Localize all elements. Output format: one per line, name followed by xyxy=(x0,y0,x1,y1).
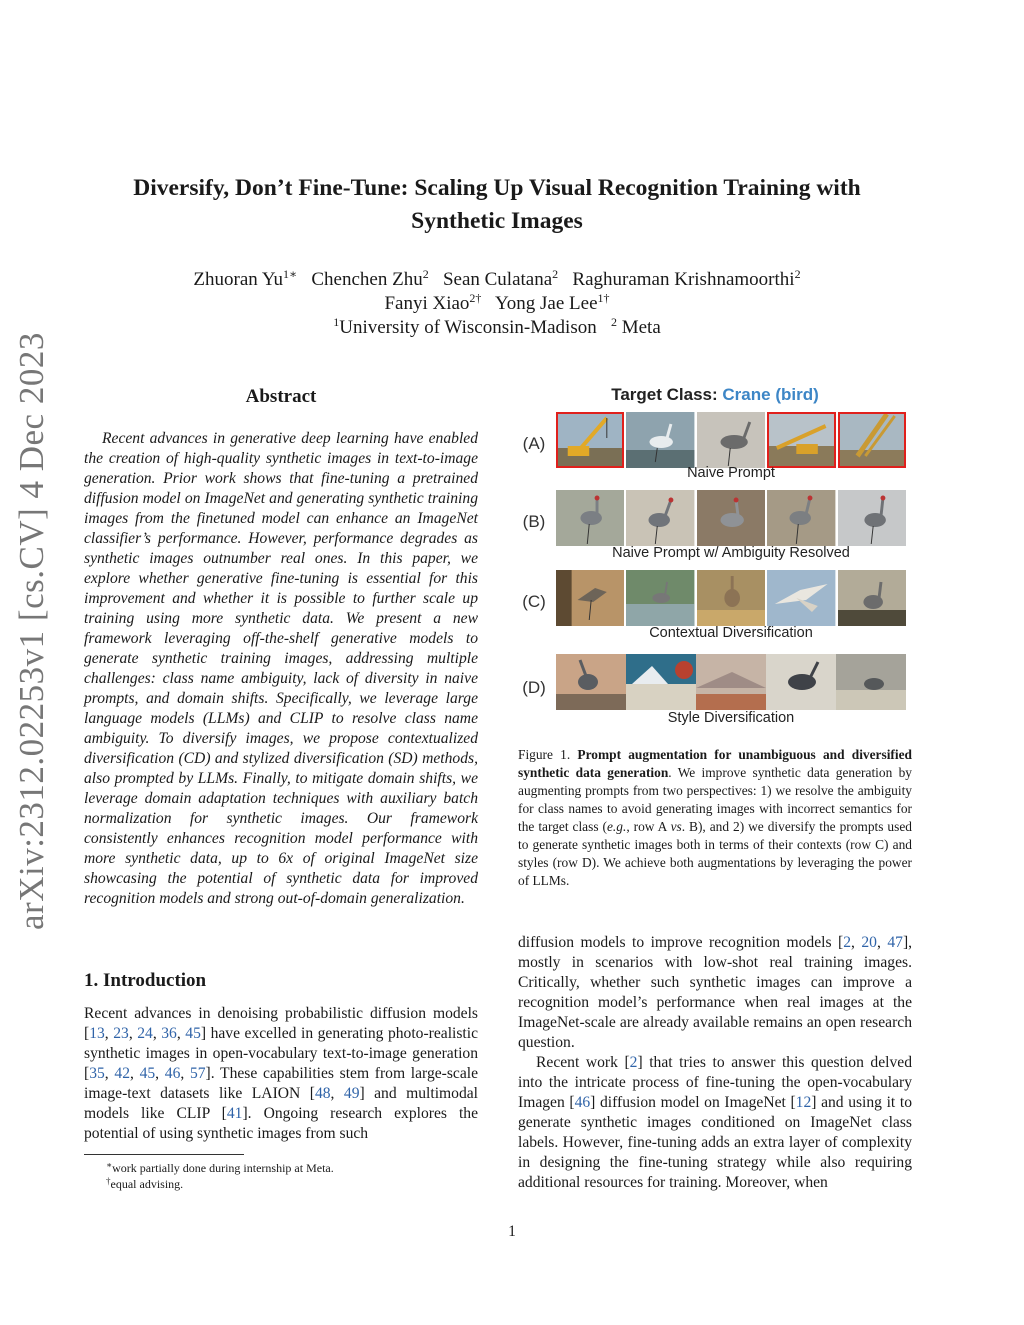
row-c-images xyxy=(556,570,906,626)
abstract-text: Recent advances in generative deep learning have enabled the creation of high-quality synthetic images in text-to-image generation. Prior work shows that fine-tuning a pretrained diffusion model on ImageNet and generating synthetic training images from the finetuned model can enhance an ImageNet classifier’s performance. However, performance degrades as synthetic images outnumber real ones. In this paper, we explore whether generative fine-tuning is essential for this improvement and whether it is possible to further scale up training using more synthetic data. We present a new framework leveraging off-the-shelf generative models to generate synthetic training images, addressing multiple challenges: class name ambiguity, lack of diversity in naive prompts, and domain shifts. Specifically, we leverage large language models (LLMs) and CLIP to resolve class name ambiguity. To diversify images, we propose contextualized diversification (CD) and stylized diversification (SD) methods, also prompted by LLMs. Finally, to mitigate domain shifts, we leverage domain adaptation techniques with auxiliary batch normalization for synthetic images. Our framework consistently enhances recognition model performance with more synthetic data, up to 6x of original ImageNet size showcasing the potential of synthetic data for improved recognition models and strong out-of-domain generalization. xyxy=(84,430,478,907)
author-block xyxy=(100,268,894,340)
abstract-heading: Abstract xyxy=(245,386,317,407)
paragraph: Recent work [2] that tries to answer this question delved into the intricate process of fine-tuning the open-vocabulary Imagen [46] diffusion model on ImageNet [12] and using it to generate synthetic images conditioned on ImageNet class labels. However, fine-tuning adds an extra layer of complexity in designing the fine-tuning strategy while also requiring additional resources for training. Moreover, when xyxy=(518,1054,912,1191)
bird-image xyxy=(626,412,694,468)
author-name: Chenchen Zhu xyxy=(311,269,423,290)
row-d-style-images xyxy=(556,654,906,710)
crane-in-context-image xyxy=(697,570,765,626)
row-label-d: (D) xyxy=(522,678,546,697)
paper-title: Diversify, Don’t Fine-Tune: Scaling Up Visual Recognition Training with Synthetic Images xyxy=(133,175,861,234)
row-caption-b: Naive Prompt w/ Ambiguity Resolved xyxy=(612,545,850,561)
crane-bird-image xyxy=(556,490,624,546)
author-name: Raghuraman Krishnamoorthi xyxy=(572,269,795,290)
citation-link[interactable]: 57 xyxy=(189,1065,206,1082)
page-number: 1 xyxy=(508,1223,516,1240)
crane-bird-image xyxy=(626,490,694,546)
citation-link[interactable]: 35 xyxy=(89,1065,105,1082)
footnote: ∗work partially done during internship at Meta. xyxy=(106,1160,334,1175)
citation-link[interactable]: 42 xyxy=(114,1065,130,1082)
author-name: Sean Culatana xyxy=(442,269,553,290)
footnotes xyxy=(84,1160,478,1192)
paragraph: Recent advances in denoising probabilistic diffusion models [13, 23, 24, 36, 45] have excelled in generating photo-realistic synthetic images in open-vocabulary text-to-image generation [35, 42, 45, 46, 57]. These capabilities stem from large-scale image-text datasets like LAION [48, 49] and multimodal models like CLIP [41]. Ongoing research explores the potential of using synthetic images from such xyxy=(84,1005,479,1142)
row-a-images xyxy=(556,412,906,468)
row-caption-a: Naive Prompt xyxy=(687,465,775,481)
footnote: †equal advising. xyxy=(106,1176,184,1191)
crane-bird-image xyxy=(838,490,906,546)
row-label-c: (C) xyxy=(522,592,546,611)
citation-link[interactable]: 46 xyxy=(164,1065,181,1082)
row-b-images xyxy=(556,490,906,546)
section-heading-introduction: 1. Introduction xyxy=(84,970,207,991)
author-name: Yong Jae Lee xyxy=(494,293,598,314)
machine-crane-image xyxy=(767,412,835,468)
affiliations: $^1$University of Wisconsin-Madison $^2$ Meta xyxy=(333,315,661,338)
citation-link[interactable]: 20 xyxy=(861,934,877,951)
figure-caption: Figure 1. Prompt augmentation for unambiguous and diversified synthetic data generation. We improve synthetic data generation by augmenting prompts from two perspectives: 1) we resolve the ambiguity for class names to avoid generating images with incorrect semantics for the target class (e.g., row A vs. B), and 2) we diversify the prompts used to generate synthetic images both in terms of their contexts (row C) and styles (row D). We achieve both augmentations by leveraging the power of LLMs. xyxy=(518,747,912,888)
footnote-divider xyxy=(84,1154,244,1155)
citation-link[interactable]: 45 xyxy=(185,1025,201,1042)
machine-crane-image xyxy=(556,412,624,468)
author-name: Fanyi Xiao xyxy=(384,293,470,314)
citation-link[interactable]: 48 xyxy=(314,1085,331,1102)
row-label-a: (A) xyxy=(522,434,546,453)
citation-link[interactable]: 47 xyxy=(887,934,903,951)
citation-link[interactable]: 45 xyxy=(139,1065,156,1082)
citation-link[interactable]: 24 xyxy=(137,1025,153,1042)
paragraph: diffusion models to improve recognition models [2, 20, 47], mostly in scenarios with low-shot real training images. Critically, whether such synthetic images can improve a recognition model’s performance when real images at the ImageNet-scale are already available remains an open research question. xyxy=(518,934,913,1051)
citation-link[interactable]: 41 xyxy=(226,1105,243,1122)
target-class-label: Crane (bird) xyxy=(722,385,819,404)
bird-image xyxy=(697,412,765,468)
author-name: Zhuoran Yu xyxy=(193,269,283,290)
author-line-1: Zhuoran $Yu^{1∗}$ Chenchen Zhu$^2$ Sean Culatana$^2$ Raghuraman Krishnamoorthi$^2$ xyxy=(193,267,801,290)
crane-in-context-image xyxy=(838,570,906,626)
figure-title: Target Class: Crane (bird) xyxy=(611,385,819,404)
machine-crane-image xyxy=(838,412,906,468)
crane-in-context-image xyxy=(626,570,694,626)
citation-link[interactable]: 12 xyxy=(795,1094,812,1111)
crane-in-context-image xyxy=(767,570,835,626)
crane-bird-image xyxy=(697,490,765,546)
row-caption-c: Contextual Diversification xyxy=(649,625,813,641)
crane-bird-image xyxy=(767,490,835,546)
right-column-text xyxy=(518,933,912,1193)
row-label-b: (B) xyxy=(522,512,546,531)
author-line-2: Fanyi Xiao$^{2\dagger}$ Yong Jae Lee$^{1\dagger}$ xyxy=(384,291,610,314)
citation-link[interactable]: 2 xyxy=(629,1054,638,1071)
arxiv-identifier: arXiv:2312.02253v1 [cs.CV] 4 Dec 2023 xyxy=(12,332,51,930)
citation-link[interactable]: 2 xyxy=(843,934,851,951)
citation-link[interactable]: 13 xyxy=(89,1025,105,1042)
row-caption-d: Style Diversification xyxy=(667,710,795,726)
citation-link[interactable]: 36 xyxy=(161,1025,177,1042)
figure-1 xyxy=(518,380,912,730)
citation-link[interactable]: 23 xyxy=(113,1025,129,1042)
citation-link[interactable]: 46 xyxy=(574,1094,591,1111)
crane-in-context-image xyxy=(556,570,624,626)
introduction-text xyxy=(84,1004,478,1144)
citation-link[interactable]: 49 xyxy=(343,1085,360,1102)
